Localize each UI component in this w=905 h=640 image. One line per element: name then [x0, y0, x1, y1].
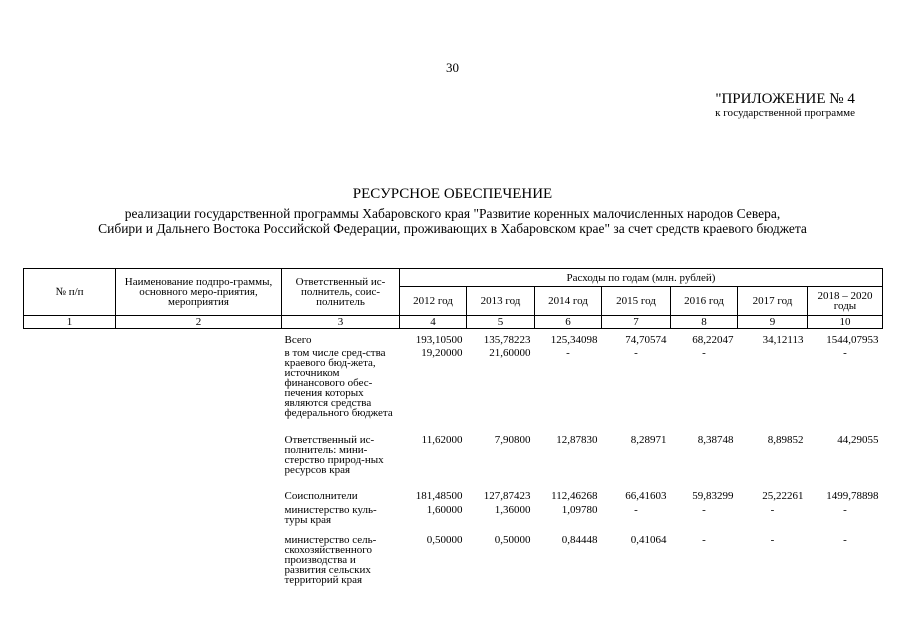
value-cell: 19,20000 — [421, 347, 463, 359]
cell-empty — [24, 348, 116, 435]
value-cell: 74,70574 — [625, 334, 667, 346]
column-index: 8 — [671, 316, 738, 329]
cell-empty — [116, 491, 282, 505]
column-index: 5 — [467, 316, 535, 329]
document-title: РЕСУРСНОЕ ОБЕСПЕЧЕНИЕ — [352, 186, 553, 202]
value-cell: 0,84448 — [561, 534, 598, 546]
value-cell: 125,34098 — [550, 334, 598, 346]
value-cell: 25,22261 — [762, 490, 804, 502]
value-cell: 0,41064 — [630, 534, 667, 546]
header-year: 2016 год — [671, 287, 738, 316]
value-cell: - — [843, 534, 847, 546]
value-cell: 0,50000 — [494, 534, 531, 546]
column-index: 4 — [400, 316, 467, 329]
column-index: 10 — [808, 316, 883, 329]
cell-empty — [24, 335, 116, 348]
row-label: министерство куль-туры края — [284, 504, 377, 526]
value-cell: - — [566, 347, 570, 359]
cell-empty — [24, 535, 116, 593]
value-cell: 1,60000 — [426, 504, 463, 516]
header-executor: Ответственный ис-полнитель, соис-полнитель — [282, 269, 400, 316]
table-row — [24, 435, 883, 491]
value-cell: 8,89852 — [767, 434, 804, 446]
resource-table — [23, 268, 883, 593]
value-cell: 1499,78898 — [826, 490, 879, 502]
value-cell: 66,41603 — [625, 490, 667, 502]
value-cell: 193,10500 — [415, 334, 463, 346]
header-expenses: Расходы по годам (млн. рублей) — [400, 269, 883, 287]
table-body — [24, 329, 883, 594]
value-cell: 1,36000 — [494, 504, 531, 516]
row-label: Всего — [284, 334, 312, 346]
column-index: 6 — [535, 316, 602, 329]
header-name: Наименование подпро-граммы, основного меро-приятия, мероприятия — [116, 269, 282, 316]
header-year: 2014 год — [535, 287, 602, 316]
value-cell: 1544,07953 — [826, 334, 879, 346]
value-cell: - — [702, 504, 706, 516]
column-index: 9 — [738, 316, 808, 329]
value-cell: 7,90800 — [494, 434, 531, 446]
row-label: Соисполнители — [284, 490, 358, 502]
header-year: 2018 – 2020 годы — [808, 287, 883, 316]
value-cell: 0,50000 — [426, 534, 463, 546]
value-cell: - — [843, 347, 847, 359]
cell-empty — [116, 435, 282, 491]
value-cell: 11,62000 — [421, 434, 463, 446]
header-year: 2013 год — [467, 287, 535, 316]
document-subtitle — [40, 206, 865, 236]
value-cell: - — [702, 347, 706, 359]
row-label: в том числе сред-ства краевого бюд-жета, источником финансового обес-печения которых являются средства федерального бюджета — [284, 347, 393, 419]
value-cell: 59,83299 — [692, 490, 734, 502]
value-cell: 12,87830 — [556, 434, 598, 446]
cell-empty — [116, 535, 282, 593]
value-cell: - — [702, 534, 706, 546]
appendix-subtitle: к государственной программе — [715, 106, 855, 119]
header-year: 2017 год — [738, 287, 808, 316]
value-cell: 68,22047 — [692, 334, 734, 346]
cell-empty — [116, 335, 282, 348]
value-cell: 135,78223 — [483, 334, 531, 346]
table-row — [24, 348, 883, 435]
header-row-index — [24, 316, 883, 329]
header-row-top — [24, 269, 883, 287]
header-num: № п/п — [24, 269, 116, 316]
value-cell: 21,60000 — [489, 347, 531, 359]
value-cell: - — [634, 347, 638, 359]
value-cell: 112,46268 — [551, 490, 598, 502]
row-label: Ответственный ис-полнитель: мини-стерство природ-ных ресурсов края — [284, 434, 384, 476]
appendix-header — [715, 92, 855, 119]
cell-empty — [116, 348, 282, 435]
column-index: 2 — [116, 316, 282, 329]
appendix-title: "ПРИЛОЖЕНИЕ № 4 — [715, 91, 855, 107]
subtitle-line-1: реализации государственной программы Хабаровского края "Развитие коренных малочисленных народов Севера, — [124, 206, 781, 221]
page-number: 30 — [446, 60, 459, 75]
value-cell: 44,29055 — [837, 434, 879, 446]
cell-empty — [24, 491, 116, 505]
table-row — [24, 505, 883, 535]
row-label: министерство сель-скохозяйственного производства и развития сельских территорий края — [284, 534, 377, 586]
cell-empty — [24, 435, 116, 491]
table-row — [24, 535, 883, 593]
table-row — [24, 491, 883, 505]
column-index: 3 — [282, 316, 400, 329]
value-cell: 181,48500 — [415, 490, 463, 502]
header-year: 2015 год — [602, 287, 671, 316]
value-cell: - — [843, 504, 847, 516]
column-index: 7 — [602, 316, 671, 329]
value-cell: 34,12113 — [762, 334, 804, 346]
column-index: 1 — [24, 316, 116, 329]
value-cell: 127,87423 — [483, 490, 531, 502]
value-cell: 8,28971 — [630, 434, 667, 446]
value-cell: 1,09780 — [561, 504, 598, 516]
value-cell — [738, 348, 808, 435]
value-cell: 8,38748 — [697, 434, 734, 446]
value-cell: - — [770, 504, 775, 516]
cell-empty — [24, 505, 116, 535]
value-cell: - — [634, 504, 638, 516]
cell-empty — [116, 505, 282, 535]
value-cell: - — [770, 534, 775, 546]
subtitle-line-2: Сибири и Дальнего Востока Российской Федерации, проживающих в Хабаровском крае" за счет средств краевого бюджета — [98, 221, 807, 236]
header-year: 2012 год — [400, 287, 467, 316]
